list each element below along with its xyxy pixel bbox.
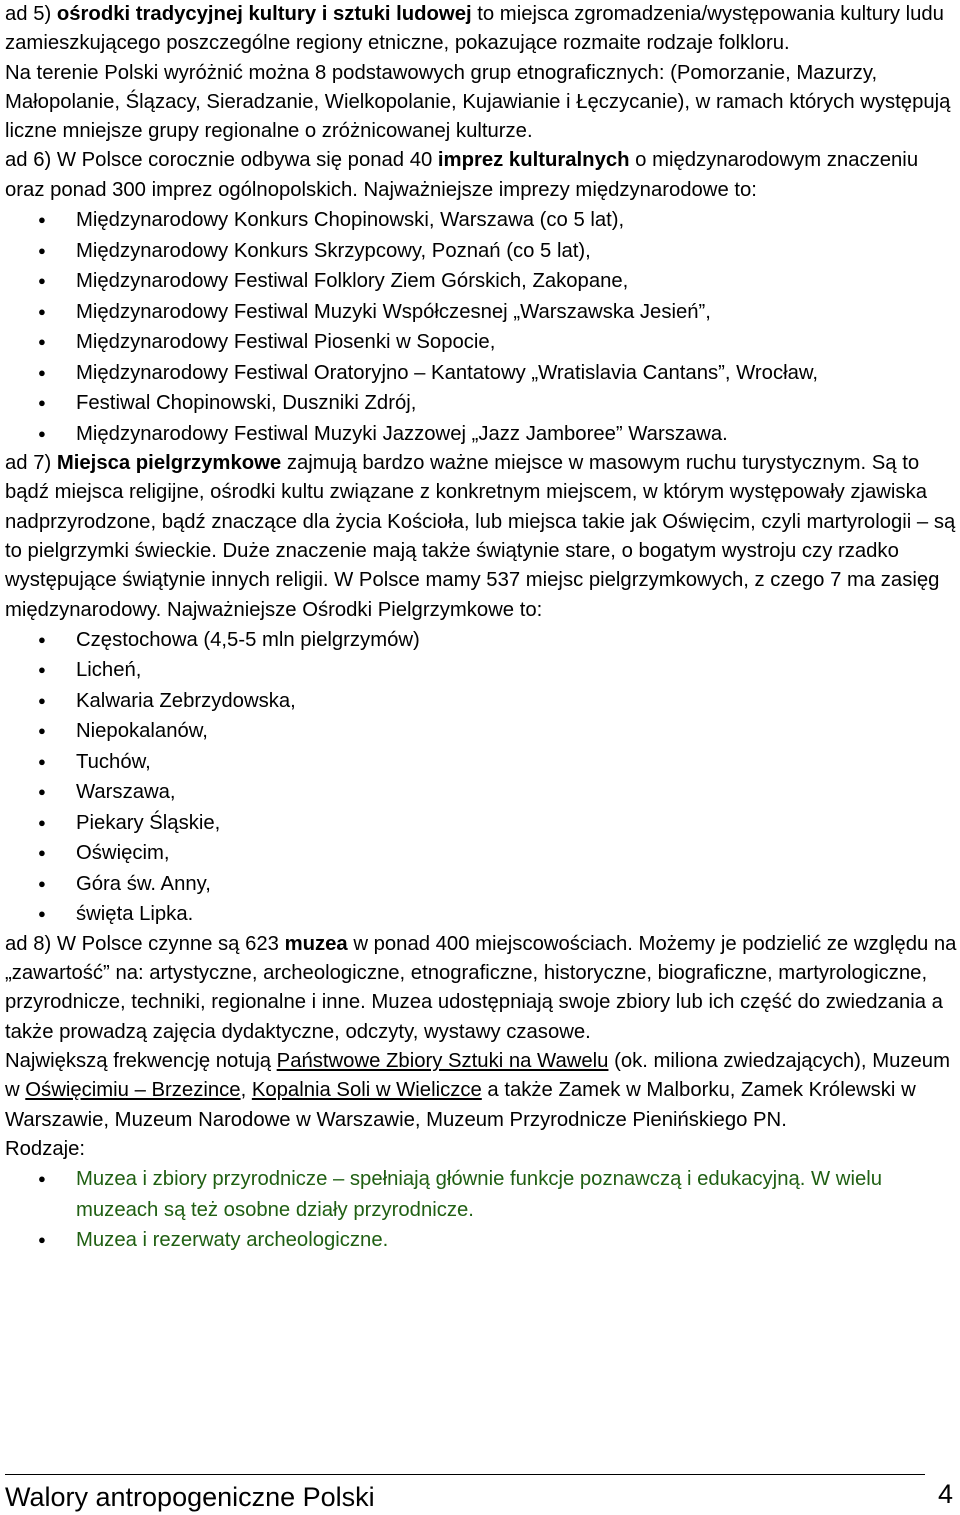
list-item: ● Góra św. Anny,	[5, 869, 957, 900]
list-item: ● Międzynarodowy Festiwal Oratoryjno – Kantatowy „Wratislavia Cantans”, Wrocław,	[5, 358, 957, 389]
document-page	[5, 0, 957, 1256]
events-list	[5, 205, 957, 449]
rodzaje-label: Rodzaje:	[5, 1137, 86, 1160]
list-item: ● Piekary Śląskie,	[5, 808, 957, 839]
list-item: ● Międzynarodowy Konkurs Skrzypcowy, Poznań (co 5 lat),	[5, 236, 957, 267]
list-item: ● Tuchów,	[5, 747, 957, 778]
para-ad7: ad 7) Miejsca pielgrzymkowe zajmują bardzo ważne miejsce w masowym ruchu turystycznym. Są to bądź miejsca religijne, ośrodki kultu związane z konkretnym miejscem, w którym występowały zjawiska nadprzyrodzone, bądź znaczące dla życia Kościoła, lub miejsca takie jak Oświęcim, czyli martyrologii – są to pielgrzymki świeckie. Duże znaczenie mają także świątynie stare, o bogatym wystroju czy rzadko występujące świątynie innych religii. W Polsce mamy 537 miejsc pielgrzymkowych, z czego 7 ma zasięg międzynarodowy. Najważniejsze Ośrodki Pielgrzymkowe to:	[5, 452, 956, 621]
list-item: ● Oświęcim,	[5, 838, 957, 869]
footer-divider	[5, 1474, 925, 1475]
link-oswiecim[interactable]: Oświęcimiu – Brzezince	[25, 1079, 241, 1102]
list-item: ● Międzynarodowy Festiwal Piosenki w Sopocie,	[5, 327, 957, 358]
list-item: ● Częstochowa (4,5-5 mln pielgrzymów)	[5, 625, 957, 656]
list-item: ● święta Lipka.	[5, 899, 957, 930]
para-ethnographic-groups: Na terenie Polski wyróżnić można 8 podstawowych grup etnograficznych: (Pomorzanie, Mazurzy, Małopolanie, Ślązacy, Sieradzanie, Wielkopolanie, Kujawianie i Łęczycanie), w ramach których występują liczne mniejsze grupy regionalne o zróżnicowanej kulturze.	[5, 61, 951, 143]
link-wieliczka[interactable]: Kopalnia Soli w Wieliczce	[251, 1079, 482, 1102]
para-ad8: ad 8) W Polsce czynne są 623 muzea w ponad 400 miejscowościach. Możemy je podzielić ze względu na „zawartość” na: artystyczne, archeologiczne, etnograficzne, historyczne, biograficzne, martyrologiczne, przyrodnicze, techniki, regionalne i inne. Muzea udostępniają swoje zbiory lub ich część do zwiedzania a także prowadzą zajęcia dydaktyczne, odczyty, wystawy czasowe.	[5, 932, 957, 1043]
para-frekwencja: Największą frekwencję notują Państwowe Zbiory Sztuki na Wawelu (ok. miliona zwiedzających), Muzeum w Oświęcimiu – Brzezince, Kopalnia Soli w Wieliczce a także Zamek w Malborku, Zamek Królewski w Warszawie, Muzeum Narodowe w Warszawie, Muzeum Przyrodnicze Pienińskiego PN.	[5, 1050, 950, 1131]
list-item: ● Muzea i zbiory przyrodnicze – spełniają głównie funkcje poznawczą i edukacyjną. W wielu muzeach są też osobne działy przyrodnicze.	[5, 1164, 957, 1225]
list-item: ● Międzynarodowy Konkurs Chopinowski, Warszawa (co 5 lat),	[5, 205, 957, 236]
bold-term-imprezy: imprez kulturalnych	[437, 149, 630, 172]
list-item: ● Licheń,	[5, 655, 957, 686]
list-item: ● Międzynarodowy Festiwal Muzyki Jazzowej „Jazz Jamboree” Warszawa.	[5, 419, 957, 450]
list-item: ● Międzynarodowy Festiwal Folklory Ziem Górskich, Zakopane,	[5, 266, 957, 297]
bold-term-pielgrzymkowe: Miejsca pielgrzymkowe	[56, 452, 282, 475]
bold-term-osrodki: ośrodki tradycyjnej kultury i sztuki ludowej	[56, 3, 472, 25]
pilgrimage-list	[5, 625, 957, 930]
para-ad6: ad 6) W Polsce corocznie odbywa się ponad 40 imprez kulturalnych o międzynarodowym znaczeniu oraz ponad 300 imprez ogólnopolskich. Najważniejsze imprezy międzynarodowe to:	[5, 149, 919, 201]
list-item: ● Kalwaria Zebrzydowska,	[5, 686, 957, 717]
footer-title: Walory antropogeniczne Polski	[5, 1482, 375, 1512]
link-wawel[interactable]: Państwowe Zbiory Sztuki na Wawelu	[276, 1050, 609, 1073]
bold-term-muzea: muzea	[284, 932, 348, 955]
list-item: ● Międzynarodowy Festiwal Muzyki Współczesnej „Warszawska Jesień”,	[5, 297, 957, 328]
list-item: ● Festiwal Chopinowski, Duszniki Zdrój,	[5, 388, 957, 419]
page-number: 4	[938, 1479, 954, 1509]
list-item: ● Warszawa,	[5, 777, 957, 808]
para-ad5: ad 5) ośrodki tradycyjnej kultury i sztuki ludowej to miejsca zgromadzenia/występowania kultury ludu zamieszkującego poszczególne regiony etniczne, pokazujące rozmaite rodzaje folkloru.	[5, 3, 944, 55]
list-item: ● Niepokalanów,	[5, 716, 957, 747]
list-item: ● Muzea i rezerwaty archeologiczne.	[5, 1225, 957, 1256]
museum-types-list	[5, 1164, 957, 1256]
